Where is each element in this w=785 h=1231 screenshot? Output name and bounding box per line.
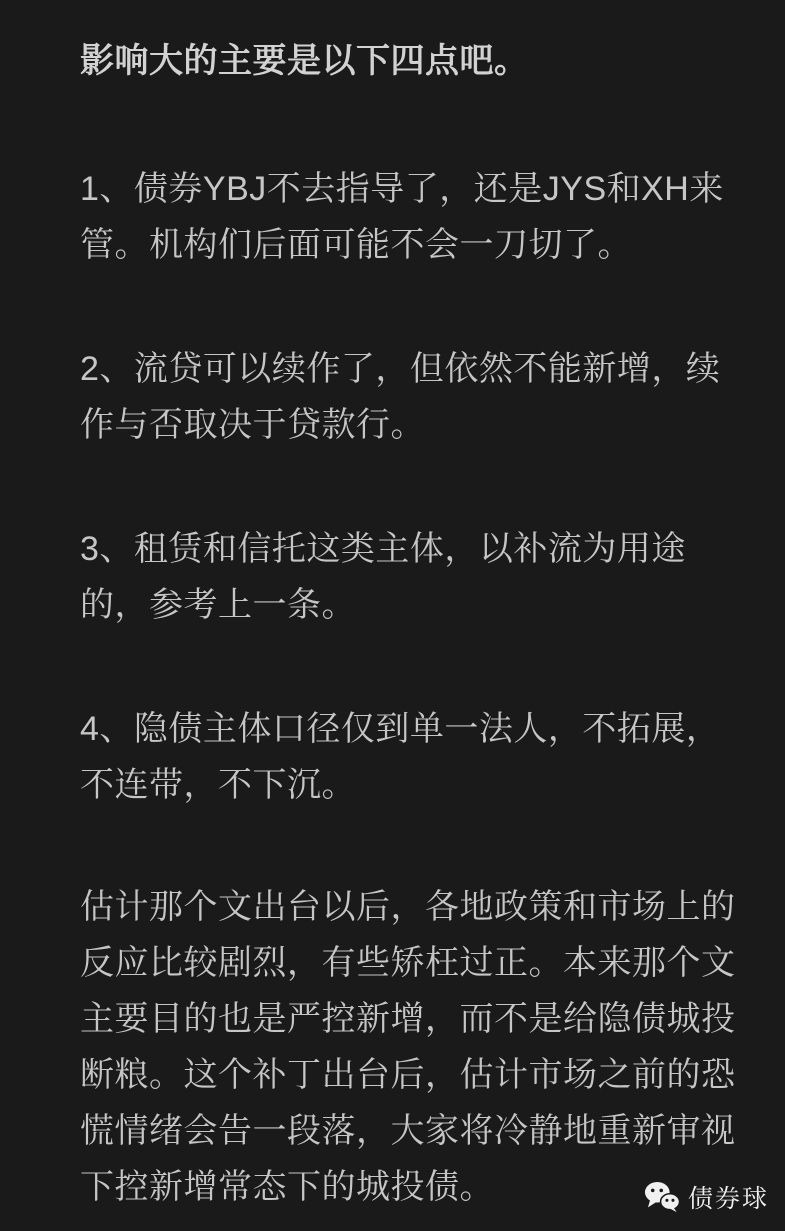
point-1: 1、债券YBJ不去指导了，还是JYS和XH来管。机构们后面可能不会一刀切了。: [80, 170, 724, 264]
point-3: 3、租赁和信托这类主体，以补流为用途的，参考上一条。: [80, 530, 686, 624]
watermark-label: 债券球: [687, 1185, 769, 1213]
summary-paragraph: 估计那个文出台以后，各地政策和市场上的反应比较剧烈，有些矫枉过正。本来那个文主要目的也是严控新增，而不是给隐债城投断粮。这个补丁出台后，估计市场之前的恐慌情绪会告一段落，大家将冷静地重新审视下控新增常态下的城投债。: [80, 888, 736, 1206]
point-2: 2、流贷可以续作了，但依然不能新增，续作与否取决于贷款行。: [80, 350, 721, 444]
article-title: 影响大的主要是以下四点吧。: [80, 42, 529, 80]
wechat-icon: [644, 1181, 680, 1213]
point-4: 4、隐债主体口径仅到单一法人，不拓展，不连带，不下沉。: [80, 710, 721, 804]
watermark: [644, 1179, 769, 1215]
article: [80, 33, 742, 1215]
